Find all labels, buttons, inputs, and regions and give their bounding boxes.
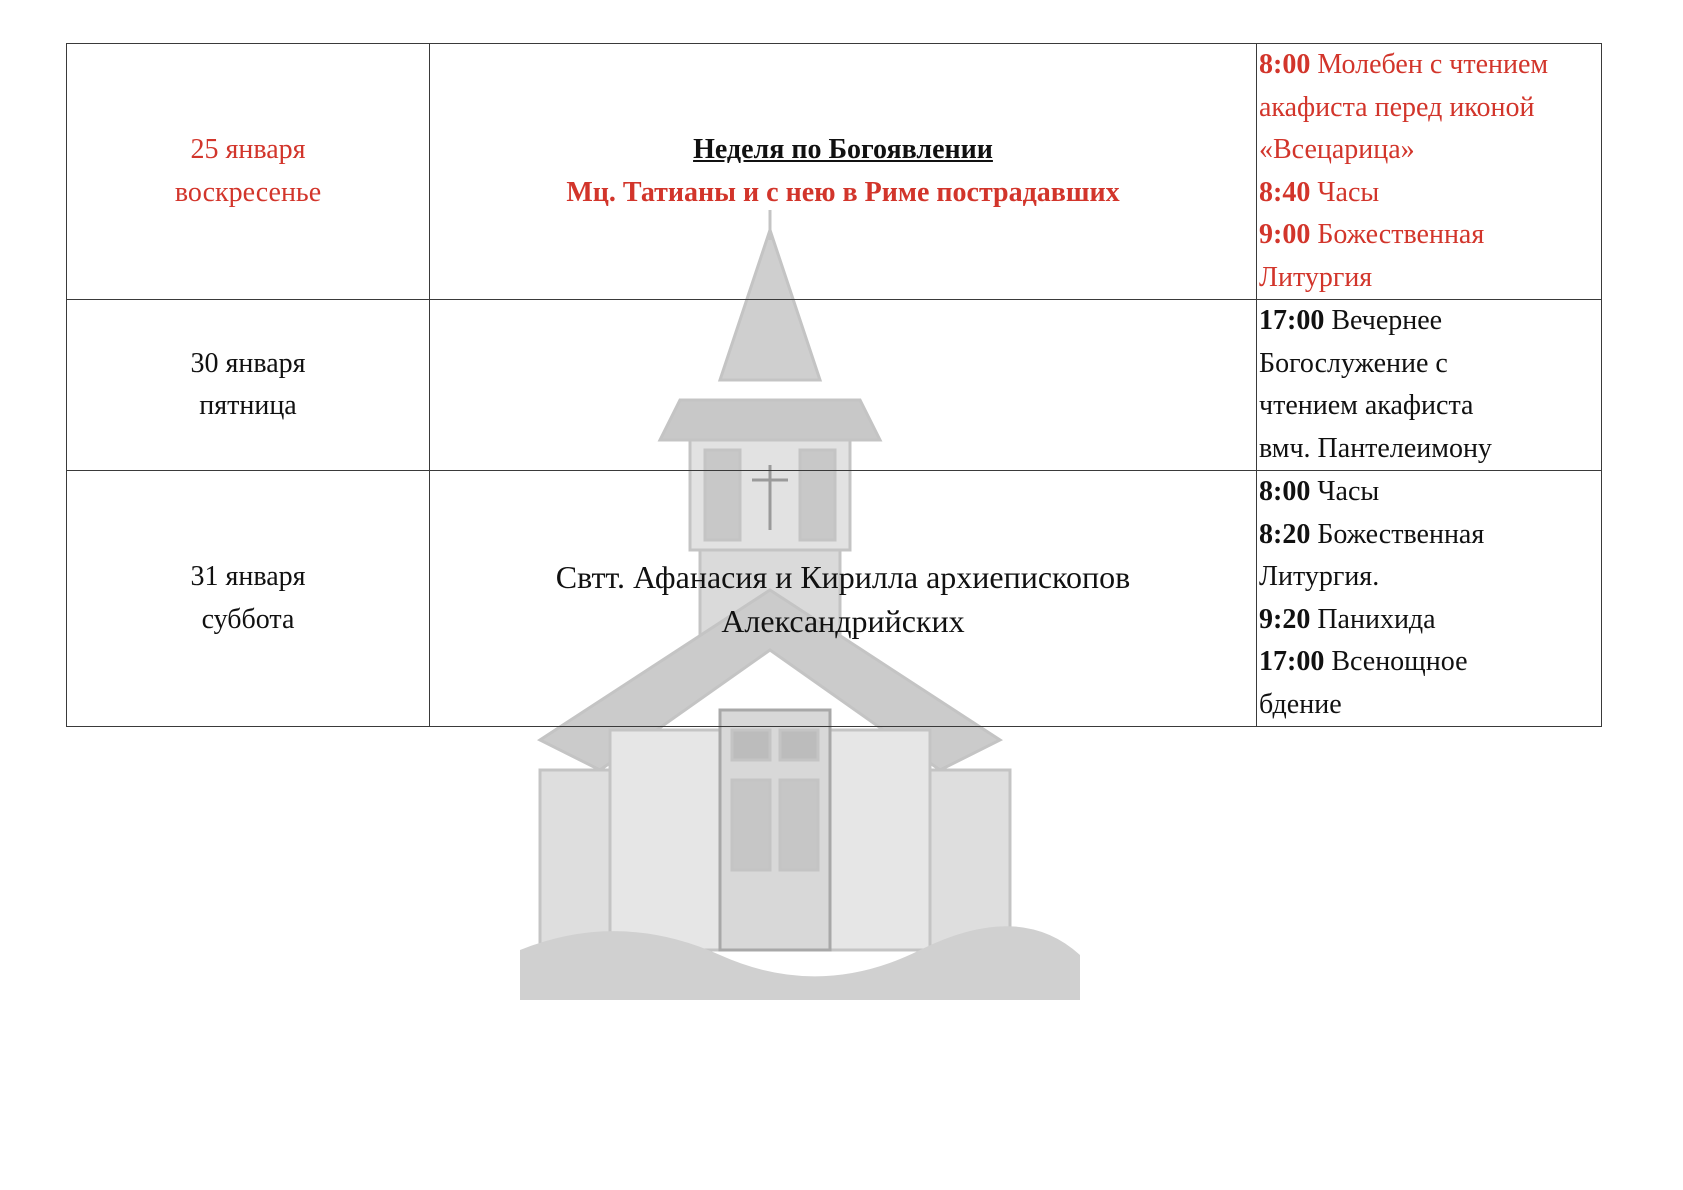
service-item: 8:40 Часы	[1259, 176, 1380, 208]
services-cell	[1257, 300, 1602, 471]
service-item-cont: Литургия	[1259, 261, 1373, 293]
table-row	[67, 471, 1602, 727]
service-item: 9:00 Божественная	[1259, 219, 1485, 250]
table-row	[67, 44, 1602, 300]
service-item-cont: Литургия.	[1259, 561, 1380, 592]
service-item-cont: бдение	[1259, 688, 1342, 720]
date-label: 30 января	[190, 347, 306, 379]
service-item-cont: вмч. Пантелеимону	[1259, 432, 1492, 464]
date-cell	[67, 44, 430, 300]
feast-cell	[430, 300, 1257, 471]
service-item-cont: Богослужение с	[1259, 347, 1448, 379]
feast-cell	[430, 471, 1257, 727]
services-cell	[1257, 471, 1602, 727]
service-schedule-table	[66, 43, 1602, 727]
service-item: 8:00 Молебен с чтением	[1259, 49, 1549, 80]
service-item: 8:20 Божественная	[1259, 518, 1485, 550]
service-item: 8:00 Часы	[1259, 476, 1380, 507]
services-cell	[1257, 44, 1602, 300]
feast-line: Свтт. Афанасия и Кирилла архиепископов	[555, 558, 1131, 595]
service-item-cont: акафиста перед иконой	[1259, 91, 1535, 123]
date-label: 25 января	[190, 134, 306, 165]
date-label: 31 января	[190, 561, 306, 592]
date-cell	[67, 300, 430, 471]
date-cell	[67, 471, 430, 727]
feast-cell	[430, 44, 1257, 300]
service-item-cont: «Всецарица»	[1259, 134, 1415, 165]
weekday-label: суббота	[201, 603, 295, 635]
feast-line: Александрийских	[721, 602, 965, 639]
table-row	[67, 300, 1602, 471]
feast-title: Неделя по Богоявлении	[693, 134, 993, 165]
feast-saint: Мц. Татианы и с нею в Риме пострадавших	[566, 176, 1120, 208]
service-item: 17:00 Вечернее	[1259, 305, 1443, 336]
service-item-cont: чтением акафиста	[1259, 390, 1474, 421]
weekday-label: воскресенье	[174, 176, 322, 208]
service-item: 9:20 Панихида	[1259, 603, 1436, 635]
weekday-label: пятница	[199, 390, 297, 421]
service-item: 17:00 Всенощное	[1259, 646, 1468, 677]
